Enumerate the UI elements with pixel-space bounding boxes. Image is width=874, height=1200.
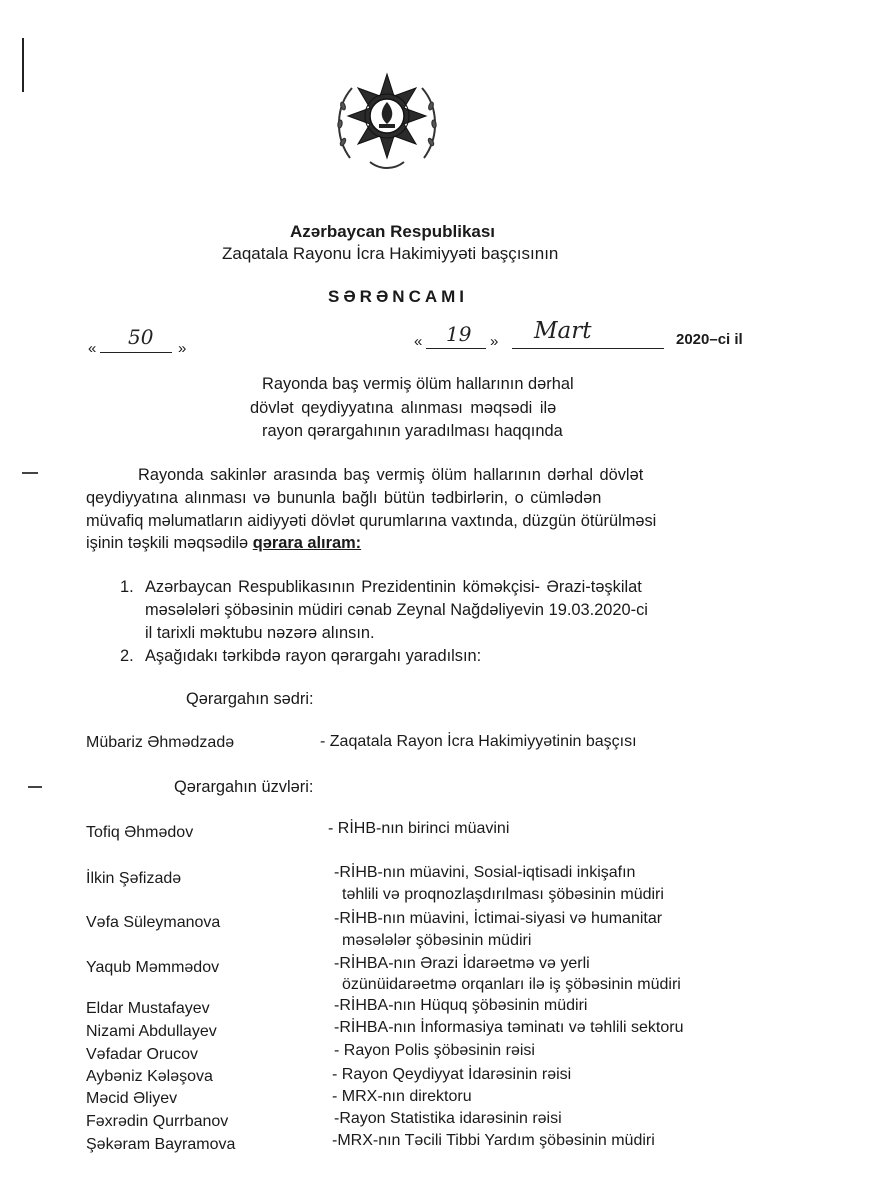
date-month-handwritten: Mart: [534, 318, 592, 344]
item-1-line-1: Azərbaycan Respublikasının Prezidentinin köməkçisi- Ərazi-təşkilat: [145, 578, 642, 596]
number-open-quote: «: [88, 340, 97, 357]
member-name: Nizami Abdullayev: [86, 1023, 217, 1040]
chair-heading: Qərargahın sədri:: [186, 690, 314, 708]
document-type-title: SƏRƏNCAMI: [328, 287, 469, 306]
subject-line-2: dövlət qeydiyyatına alınması məqsədi ilə: [250, 399, 557, 417]
subject-line-1: Rayonda baş vermiş ölüm hallarının dərhal: [262, 375, 574, 393]
chair-name: Mübariz Əhmədzadə: [86, 734, 235, 751]
number-underline: [100, 352, 172, 353]
member-role: - Rayon Qeydiyyat İdarəsinin rəisi: [332, 1066, 572, 1083]
margin-scan-mark: [22, 38, 24, 92]
member-name: Aybəniz Kələşova: [86, 1068, 213, 1085]
date-day-handwritten: 19: [446, 322, 472, 346]
subject-line-3: rayon qərargahının yaradılması haqqında: [262, 422, 563, 440]
preamble-line-1: Rayonda sakinlər arasında baş vermiş ölüm hallarının dərhal dövlət: [138, 466, 644, 484]
date-open-quote: «: [414, 333, 423, 350]
member-role-continued: məsələlər şöbəsinin müdiri: [342, 932, 532, 949]
item-1-line-2: məsələləri şöbəsinin müdiri cənab Zeynal Nağdəliyevin 19.03.2020-ci: [145, 601, 648, 619]
member-role: -RİHB-nın müavini, Sosial-iqtisadi inkişafın: [334, 864, 636, 881]
member-name: Vəfa Süleymanova: [86, 914, 221, 931]
member-name: Vəfadar Orucov: [86, 1046, 199, 1063]
date-day-underline: [426, 348, 486, 349]
chair-role: - Zaqatala Rayon İcra Hakimiyyətinin başçısı: [320, 733, 637, 750]
member-role: -Rayon Statistika idarəsinin rəisi: [334, 1110, 562, 1127]
member-role: - Rayon Polis şöbəsinin rəisi: [334, 1042, 535, 1059]
decision-phrase: qərara alıram:: [252, 534, 362, 552]
member-role-continued: təhlili və proqnozlaşdırılması şöbəsinin müdiri: [342, 886, 664, 903]
item-1-number: 1.: [120, 578, 134, 596]
preamble-line-3: müvafiq məlumatların aidiyyəti dövlət qurumlarına vaxtında, düzgün ötürülməsi: [86, 512, 657, 530]
member-role: - RİHB-nın birinci müavini: [328, 820, 510, 837]
order-number-handwritten: 50: [128, 325, 154, 349]
date-close-quote: »: [490, 333, 499, 350]
member-role: -RİHBA-nın Hüquq şöbəsinin müdiri: [334, 997, 588, 1014]
date-month-underline: [512, 348, 664, 349]
number-close-quote: »: [178, 340, 187, 357]
member-role: - MRX-nın direktoru: [332, 1088, 472, 1105]
issuer-title: Zaqatala Rayonu İcra Hakimiyyəti başçısının: [222, 244, 559, 263]
member-role: -MRX-nın Təcili Tibbi Yardım şöbəsinin müdiri: [332, 1132, 655, 1149]
member-name: İlkin Şəfizadə: [86, 870, 182, 887]
member-role-continued: özünüidarəetmə orqanları ilə iş şöbəsinin müdiri: [342, 976, 681, 993]
member-name: Tofiq Əhmədov: [86, 824, 194, 841]
member-name: Şəkəram Bayramova: [86, 1136, 236, 1153]
item-1-line-3: il tarixli məktubu nəzərə alınsın.: [145, 624, 375, 642]
member-name: Eldar Mustafayev: [86, 1000, 210, 1017]
item-2-line-1: Aşağıdakı tərkibdə rayon qərargahı yaradılsın:: [145, 647, 482, 665]
member-role: -RİHBA-nın Ərazi İdarəetmə və yerli: [334, 955, 590, 972]
country-title: Azərbaycan Respublikası: [290, 222, 496, 241]
member-name: Məcid Əliyev: [86, 1090, 178, 1107]
margin-hole-mark: [28, 786, 42, 788]
member-role: -RİHBA-nın İnformasiya təminatı və təhlili sektoru: [334, 1019, 684, 1036]
margin-hole-mark: [22, 472, 38, 474]
preamble-line-2: qeydiyyatına alınması və bununla bağlı bütün tədbirlərin, o cümlədən: [86, 489, 602, 507]
members-heading: Qərargahın üzvləri:: [174, 778, 314, 796]
item-2-number: 2.: [120, 647, 134, 665]
member-name: Yaqub Məmmədov: [86, 959, 220, 976]
preamble-line-4: işinin təşkili məqsədilə qərara alıram:: [86, 534, 362, 552]
member-role: -RİHB-nın müavini, İctimai-siyasi və humanitar: [334, 910, 663, 927]
date-year: 2020–ci il: [676, 331, 743, 348]
state-emblem-icon: [330, 66, 444, 178]
member-name: Fəxrədin Qurrbanov: [86, 1113, 229, 1130]
